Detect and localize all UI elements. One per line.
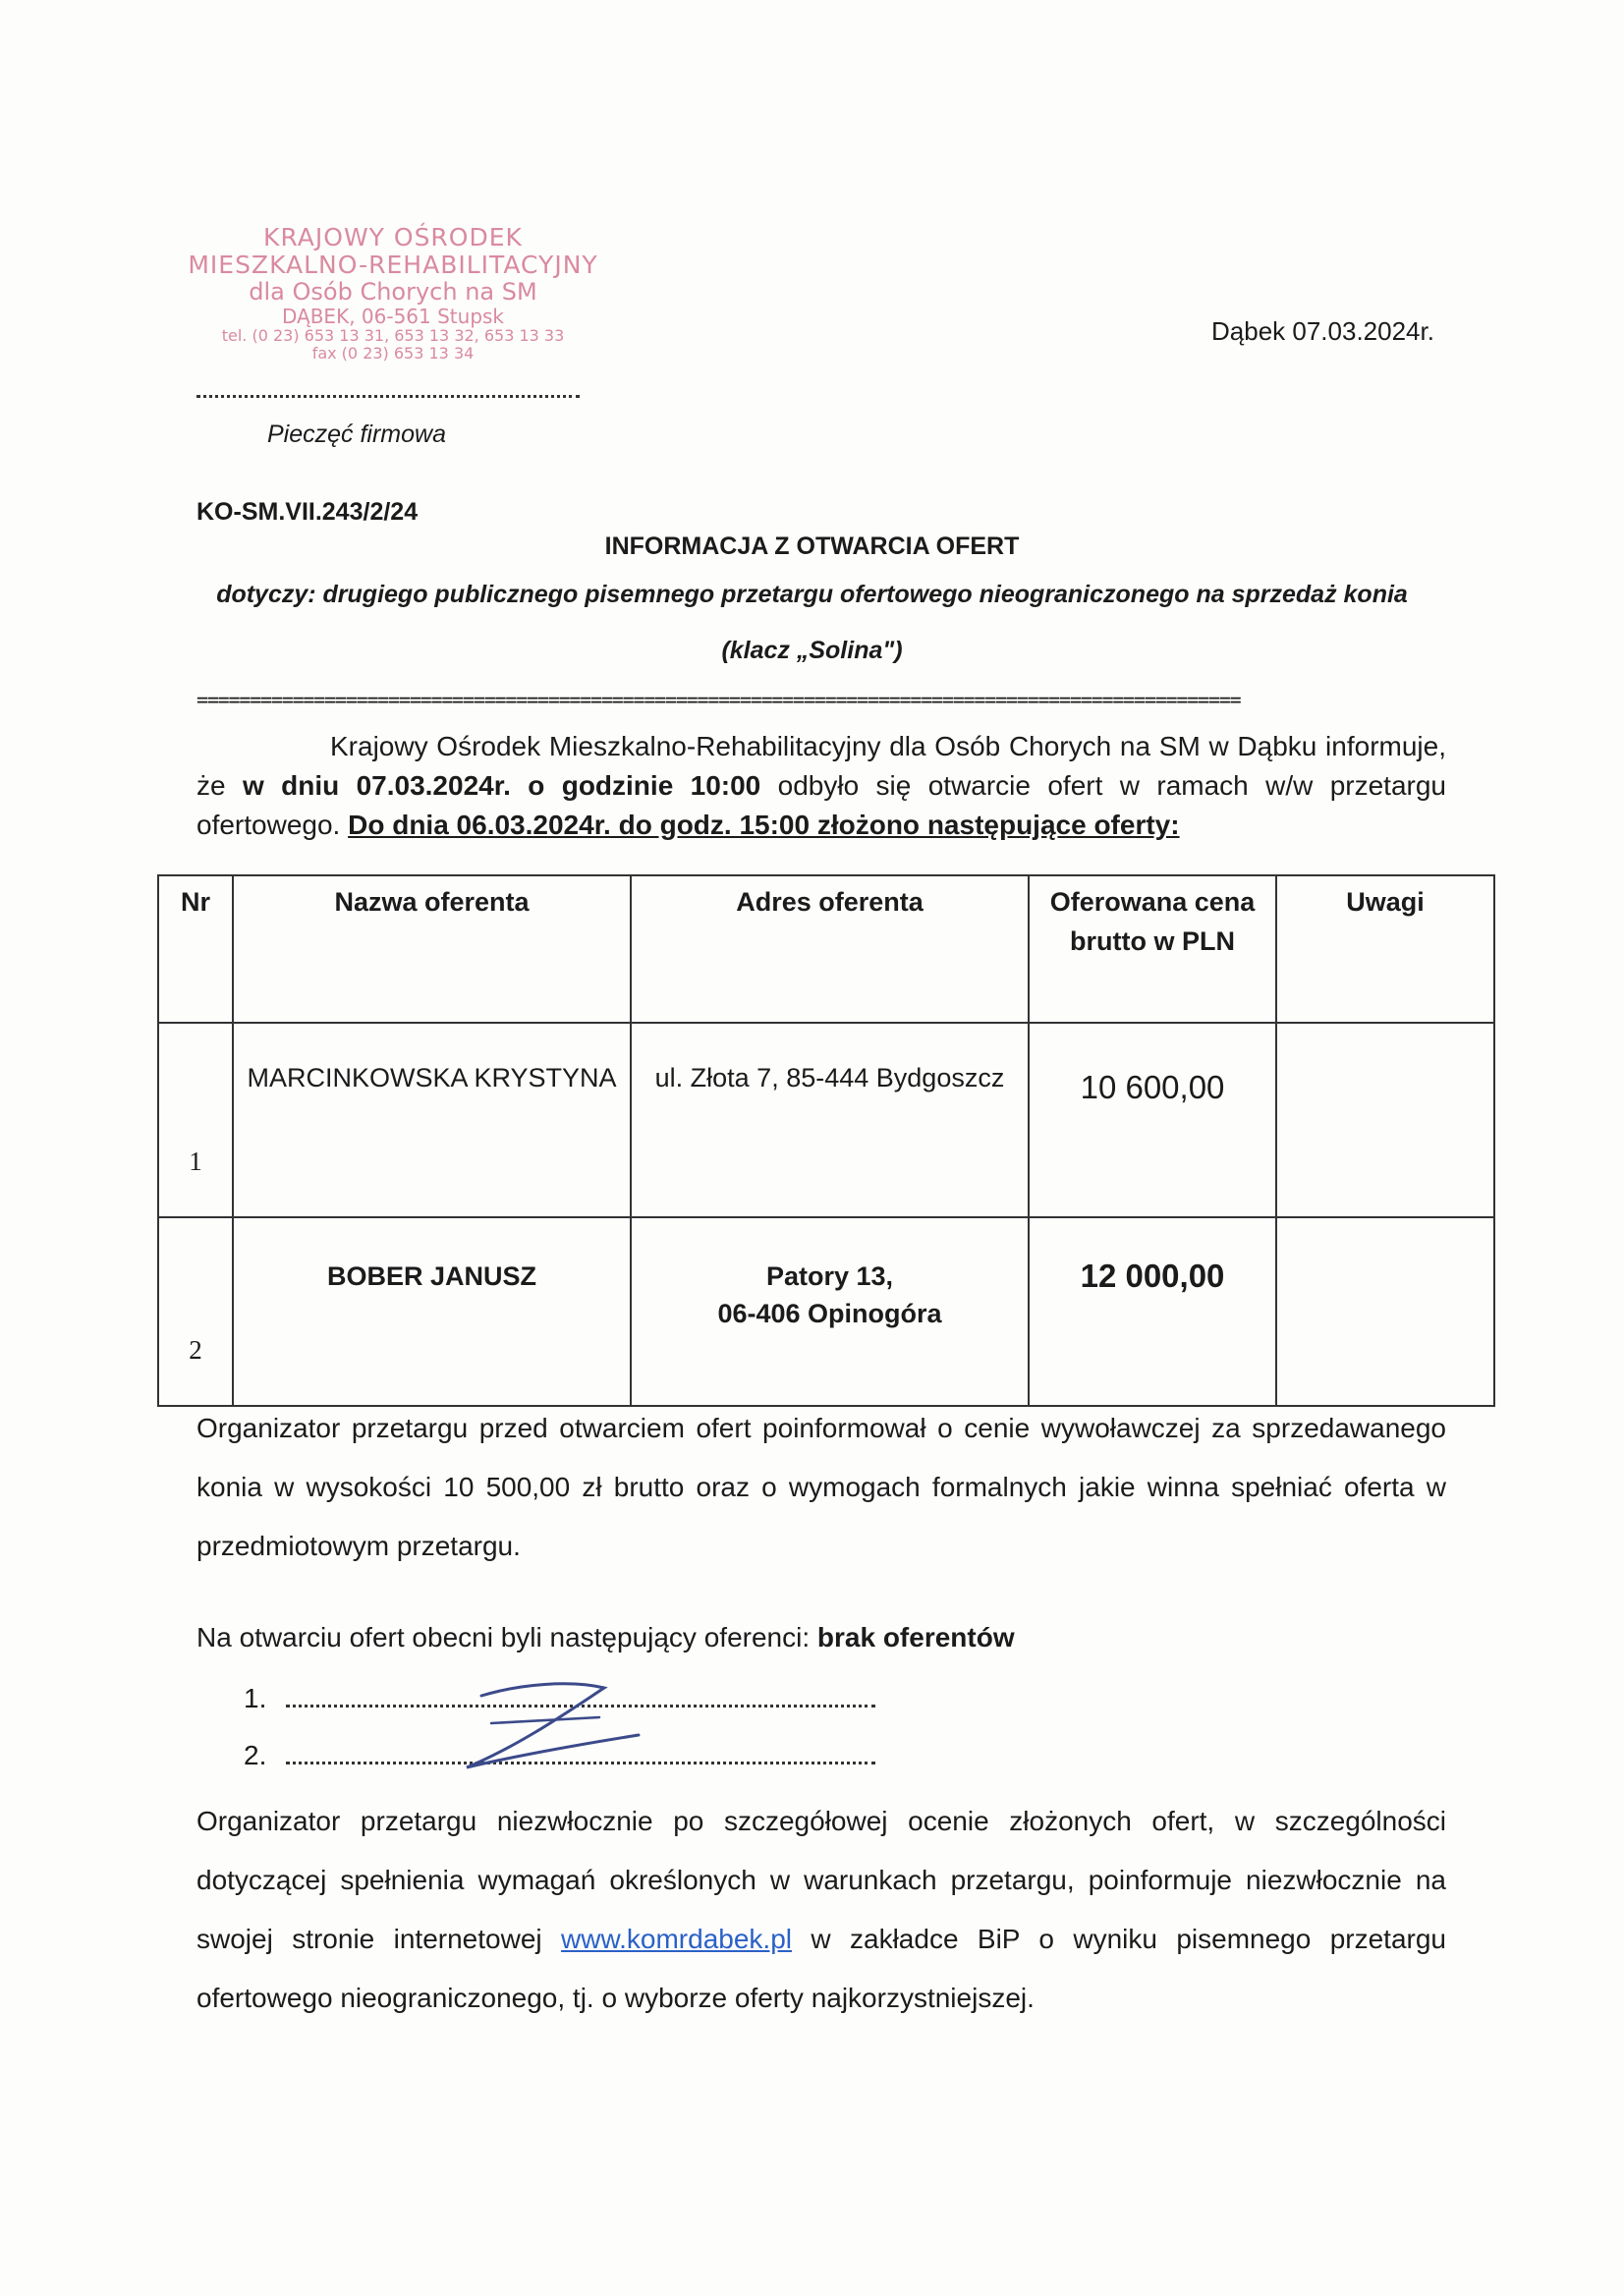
cell-name: BOBER JANUSZ	[233, 1217, 631, 1406]
document-date: Dąbek 07.03.2024r.	[1211, 316, 1434, 346]
stamp-line: DĄBEK, 06-561 Stupsk	[281, 304, 505, 328]
table-header-row	[158, 875, 1494, 1023]
organizer-info-paragraph: Organizator przetargu przed otwarciem ofert poinformował o cenie wywoławczej za sprzedawanego konia w wysokości 10 500,00 zł brutto oraz o wymogach formalnych jakie winna spełniać oferta w przedmiotowym przetargu.	[196, 1413, 1446, 1561]
stamp-line: dla Osób Chorych na SM	[249, 278, 537, 306]
present-bold: brak oferentów	[816, 1622, 1015, 1652]
stamp-line: KRAJOWY OŚRODEK	[263, 223, 523, 252]
bidder-line-number: 1.	[244, 1683, 267, 1713]
closing-text-2: w zakładce BiP o wyniku pisemnego przetargu ofertowego nieograniczonego, tj. o wyborze oferty najkorzystniejszej.	[196, 1924, 1446, 2013]
separator-line: ==================================================================================================	[196, 688, 1241, 711]
cell-name: MARCINKOWSKA KRYSTYNA	[233, 1023, 631, 1217]
table-row	[158, 1217, 1494, 1406]
closing-paragraph	[196, 1792, 1446, 2028]
stamp-dotted-line	[196, 395, 580, 398]
bidder-line-number: 2.	[244, 1740, 267, 1770]
stamp-caption: Pieczęć firmowa	[267, 420, 446, 448]
stamp-line: tel. (0 23) 653 13 31, 653 13 32, 653 13 33	[221, 326, 565, 346]
cell-price: 10 600,00	[1029, 1023, 1276, 1217]
stamp-line: fax (0 23) 653 13 34	[311, 344, 475, 364]
intro-text: Krajowy Ośrodek Mieszkalno-Rehabilitacyjny dla Osób Chorych na SM w Dąbku informuje, że	[196, 731, 1446, 801]
subject-line: dotyczy: drugiego publicznego pisemnego przetargu ofertowego nieograniczonego na sprzedaż konia	[216, 581, 1408, 608]
intro-underlined: Do dnia 06.03.2024r. do godz. 15:00 złożono następujące oferty:	[348, 810, 1180, 840]
intro-text-2: odbyło się otwarcie ofert w ramach w/w przetargu ofertowego.	[196, 770, 1446, 840]
cell-notes	[1276, 1023, 1494, 1217]
cell-nr: 2	[158, 1217, 233, 1406]
website-link[interactable]: www.komrdabek.pl	[561, 1924, 792, 1954]
present-text: Na otwarciu ofert obecni byli następujący oferenci:	[196, 1622, 817, 1652]
cell-address-line2: 06-406 Opinogóra	[717, 1299, 942, 1328]
subject-line-2: (klacz „Solina")	[721, 637, 903, 664]
header-nr: Nr	[158, 875, 233, 1023]
cell-address-line1: Patory 13,	[765, 1261, 894, 1291]
cell-price: 12 000,00	[1029, 1217, 1276, 1406]
cell-address	[631, 1217, 1029, 1406]
closing-text: Organizator przetargu niezwłocznie po szczegółowej ocenie złożonych ofert, w szczególności dotyczącej spełnienia wymagań określonych w warunkach przetargu, poinformuje niezwłocznie na swojej stronie internetowej	[196, 1806, 1446, 1954]
table-row	[158, 1023, 1494, 1217]
intro-bold: w dniu 07.03.2024r. o godzinie 10:00	[242, 770, 761, 801]
intro-paragraph	[196, 727, 1446, 845]
document-heading: INFORMACJA Z OTWARCIA OFERT	[604, 532, 1020, 560]
header-price	[1029, 875, 1276, 1023]
present-bidders-line	[196, 1622, 1015, 1653]
reference-number: KO-SM.VII.243/2/24	[196, 498, 419, 526]
offers-table	[157, 874, 1495, 1407]
stamp-line: MIESZKALNO-REHABILITACYJNY	[188, 251, 598, 279]
header-price-line1: Oferowana cena	[1049, 887, 1256, 917]
signature-scribble	[452, 1666, 648, 1784]
header-address: Adres oferenta	[631, 875, 1029, 1023]
header-notes: Uwagi	[1276, 875, 1494, 1023]
cell-address: ul. Złota 7, 85-444 Bydgoszcz	[631, 1023, 1029, 1217]
header-name: Nazwa oferenta	[233, 875, 631, 1023]
cell-nr: 1	[158, 1023, 233, 1217]
cell-notes	[1276, 1217, 1494, 1406]
header-price-line2: brutto w PLN	[1070, 926, 1235, 956]
company-stamp	[167, 224, 619, 363]
